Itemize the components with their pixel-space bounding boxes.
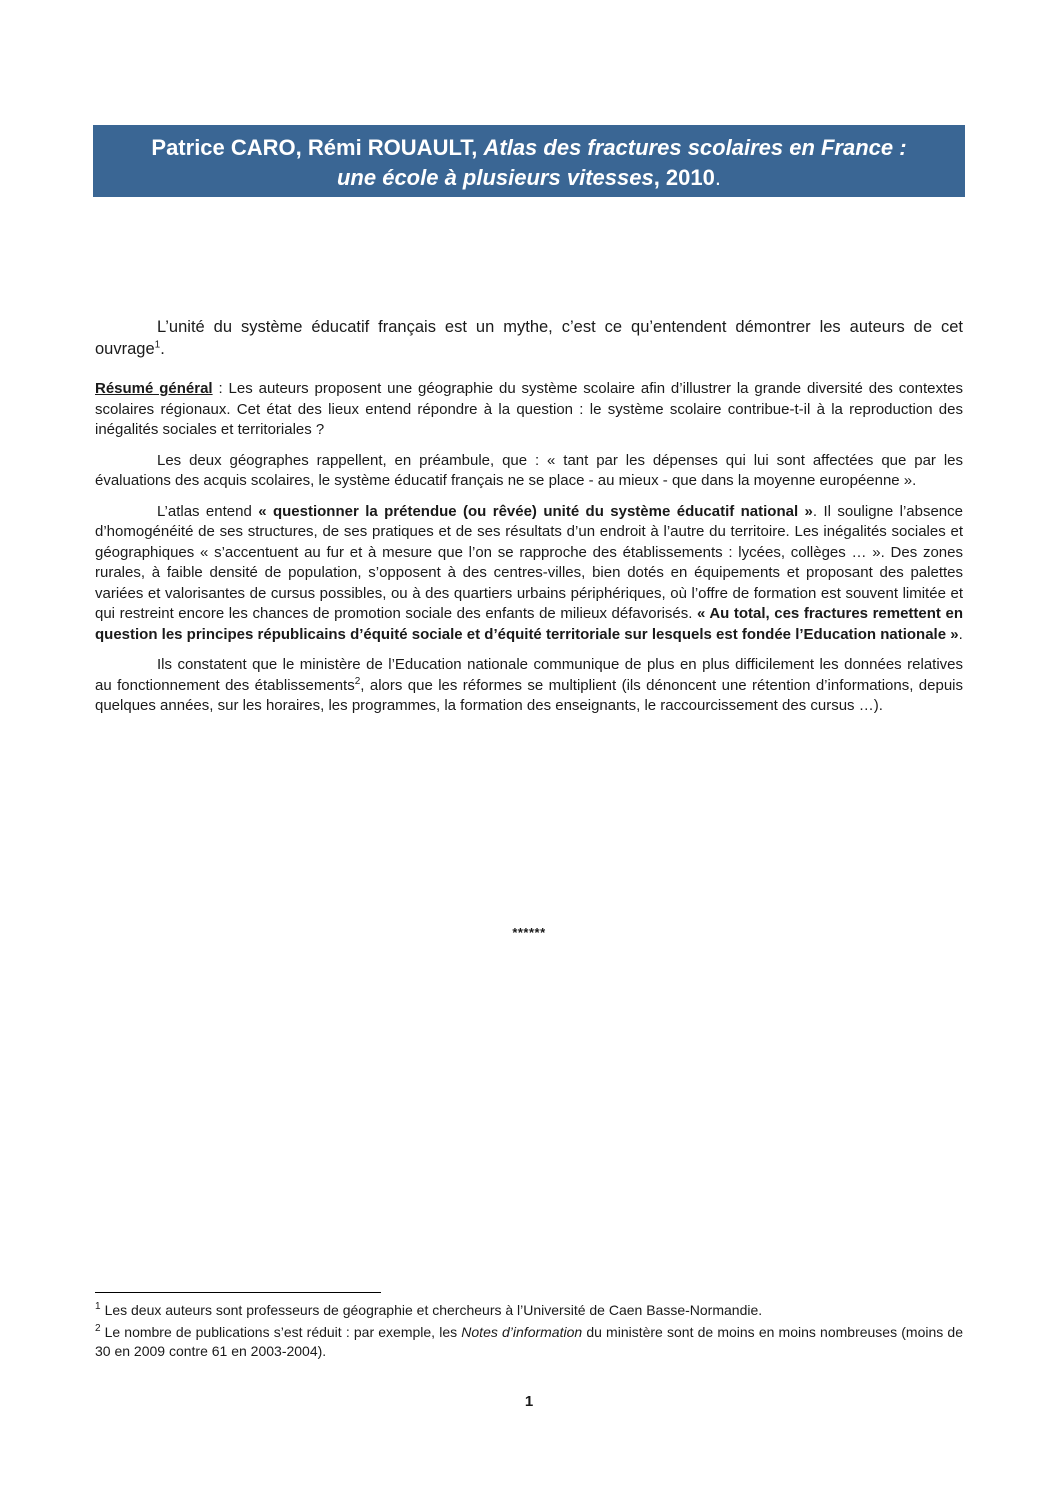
banner-year: , 2010 (653, 165, 715, 190)
paragraph-2: Les deux géographes rappellent, en préambule, que : « tant par les dépenses qui lui sont affectées que par les évaluations des acquis scolaires, le système éducatif français ne se place - au mieux - que dans la moyenne européenne ». (95, 451, 963, 489)
footnote-1-number: 1 (95, 1301, 101, 1313)
footnote-2-italic: Notes d’information (461, 1324, 583, 1340)
footnote-2-text-after: du ministère sont de moins en moins nombreuses (moins de 30 en 2009 contre 61 en 2003-2004). (95, 1324, 963, 1359)
banner-title-italic-1: Atlas des fractures scolaires en France : (483, 135, 907, 160)
title-banner (93, 125, 965, 197)
intro-text: L’unité du système éducatif français est un mythe, c’est ce qu’entendent démontrer les auteurs de cet ouvrage (95, 318, 963, 358)
resume-label: Résumé général (95, 380, 213, 397)
intro-end: . (160, 340, 165, 358)
footnote-ref-1[interactable]: 1 (154, 339, 161, 351)
footnote-2 (95, 1323, 963, 1361)
banner-authors: Patrice CARO, Rémi ROUAULT, (151, 135, 484, 160)
footnote-ref-2[interactable]: 2 (354, 675, 361, 687)
document-body (95, 316, 963, 727)
para3-middle: . Il souligne l’absence d’homogénéité de ses structures, de ses pratiques et de ses résultats d’un endroit à l’autre du territoire. Les inégalités sociales et géographiques « s’accentuent au fur et à mesure que l’on se rapproche des établissements : lycées, collèges … ». Des zones rurales, à faible densité de population, s’opposent à des centres-villes, bien dotés en équipements et proposant des palettes variées et valorisantes de cursus possibles, ou à des quartiers urbains périphériques, où l’offre de formation est souvent limitée et qui restreint encore les chances de promotion sociale des enfants de milieux défavorisés. (95, 502, 963, 622)
resume-text: : Les auteurs proposent une géographie du système scolaire afin d’illustrer la grande diversité des contextes scolaires régionaux. Cet état des lieux entend répondre à la question : le système scolaire contribue-t-il à la reproduction des inégalités sociales et territoriales ? (95, 380, 963, 438)
resume-paragraph (95, 379, 963, 441)
section-separator: ****** (512, 925, 546, 940)
footnote-1-text: Les deux auteurs sont professeurs de géographie et chercheurs à l’Université de Caen Basse-Normandie. (104, 1302, 763, 1318)
banner-end-dot: . (714, 165, 721, 190)
para3-start: L’atlas entend (157, 502, 259, 520)
footnotes (95, 1301, 963, 1364)
paragraph-3 (95, 502, 963, 646)
banner-title-italic-2: une école à plusieurs vitesses (336, 165, 654, 190)
footnote-2-text-before: Le nombre de publications s’est réduit : par exemple, les (104, 1324, 462, 1340)
intro-paragraph (95, 316, 963, 360)
page-number: 1 (524, 1393, 534, 1410)
para3-end: . (958, 625, 963, 643)
para3-bold-quote-1: « questionner la prétendue (ou rêvée) unité du système éducatif national » (258, 502, 813, 520)
paragraph-4 (95, 655, 963, 717)
para3-bold-quote-2: « Au total, ces fractures remettent en question les principes républicains d’équité sociale et d’équité territoriale sur lesquels est fondée l’Education nationale » (95, 605, 963, 643)
footnote-divider (95, 1292, 381, 1293)
footnote-2-number: 2 (95, 1323, 101, 1335)
para4-start: Ils constatent que le ministère de l’Education nationale communique de plus en plus difficilement les données relatives au fonctionnement des établissements (95, 656, 963, 694)
footnote-1 (95, 1301, 963, 1320)
para4-end: , alors que les réformes se multiplient (ils dénoncent une rétention d’informations, depuis quelques années, sur les horaires, les programmes, la formation des enseignants, le raccourcissement des cursus …). (95, 676, 963, 714)
